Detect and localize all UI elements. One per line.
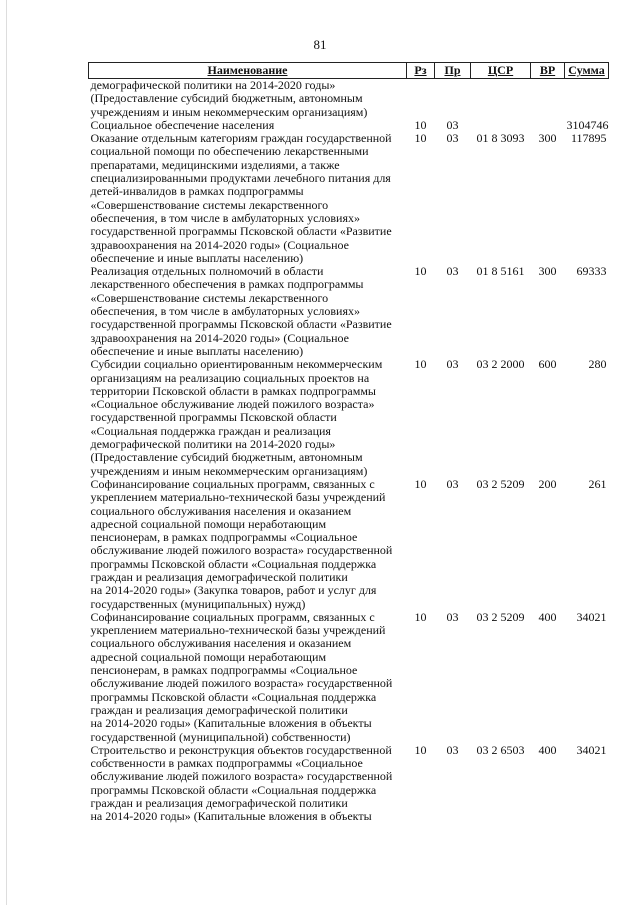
row-csr: 03 2 5209 <box>476 609 525 624</box>
row-vr <box>531 79 565 119</box>
row-csr <box>471 79 531 119</box>
row-sum: 117895 <box>570 131 607 146</box>
row-rz: 10 <box>414 357 427 372</box>
row-vr: 400 <box>538 742 557 757</box>
row-vr: 300 <box>538 264 557 279</box>
col-header-csr: ЦСР <box>471 63 531 79</box>
col-header-rz: Рз <box>407 63 435 79</box>
row-name: Реализация отдельных полномочий в области лекарственного обеспечения в рамках подпрограммы «Совершенствование системы лекарственного обеспечения, в том числе в амбулаторных условиях» государственной программы Псковской области «Развитие здравоохранения на 2014-2020 годы» (Социальное обеспечение и иные выплаты населению) <box>90 264 392 358</box>
row-vr: 200 <box>538 476 557 491</box>
row-vr: 600 <box>538 357 557 372</box>
row-pr <box>435 79 471 119</box>
table-row <box>89 265 609 358</box>
row-pr: 03 <box>446 131 459 146</box>
row-pr: 03 <box>446 742 459 757</box>
col-header-sum: Сумма <box>565 63 609 79</box>
row-name: Социальное обеспечение населения <box>90 117 275 132</box>
row-name: Софинансирование социальных программ, связанных с укреплением материально-технической базы учреждений социального обслуживания населения и оказанием адресной социальной помощи неработающим пенсионерам, в рамках подпрограммы «Социальное обслуживание людей пожилого возраста» государственной программы Псковской области «Социальная поддержка граждан и реализация демографической политики на 2014-2020 годы» (Капитальные вложения в объекты государственной (муниципальной) собственности) <box>90 609 393 744</box>
row-vr: 400 <box>538 609 557 624</box>
table-row <box>89 744 609 824</box>
table-header-row <box>89 63 609 79</box>
table-row <box>89 79 609 119</box>
page-number: 81 <box>313 37 327 52</box>
row-csr: 01 8 3093 <box>476 131 525 146</box>
row-pr: 03 <box>446 357 459 372</box>
row-name: демографической политики на 2014-2020 годы» (Предоставление субсидий бюджетным, автономным учреждениям и иным некоммерческим организациям) <box>90 78 368 119</box>
row-rz: 10 <box>414 131 427 146</box>
table-row <box>89 119 609 132</box>
row-name: Субсидии социально ориентированным некоммерческим организациям на реализацию социальных проектов на территории Псковской области в рамках подпрограммы «Социальное обслуживание людей пожилого возраста» государственной программы Псковской области «Социальная поддержка граждан и реализация демографической политики на 2014-2020 годы» (Предоставление субсидий бюджетным, автономным учреждениям и иным некоммерческим организациям) <box>90 357 383 478</box>
row-csr: 03 2 5209 <box>476 476 525 491</box>
row-vr <box>531 119 565 132</box>
row-csr: 03 2 2000 <box>476 357 525 372</box>
row-csr: 01 8 5161 <box>476 264 525 279</box>
row-sum <box>565 79 609 119</box>
table-row <box>89 611 609 744</box>
table-row <box>89 132 609 265</box>
row-rz <box>407 79 435 119</box>
row-sum: 261 <box>588 476 607 491</box>
row-rz: 10 <box>414 264 427 279</box>
table-row <box>89 358 609 478</box>
row-rz: 10 <box>414 476 427 491</box>
row-pr: 03 <box>446 609 459 624</box>
row-rz: 10 <box>414 117 427 132</box>
row-sum: 34021 <box>576 609 607 624</box>
row-sum: 280 <box>588 357 607 372</box>
col-header-name: Наименование <box>89 63 407 79</box>
row-rz: 10 <box>414 609 427 624</box>
row-pr: 03 <box>446 476 459 491</box>
col-header-vr: ВР <box>531 63 565 79</box>
row-csr <box>471 119 531 132</box>
budget-table <box>88 62 609 824</box>
row-sum: 34021 <box>576 742 607 757</box>
row-name: Строительство и реконструкция объектов государственной собственности в рамках подпрограммы «Социальное обслуживание людей пожилого возраста» государственной программы Псковской области «Социальная поддержка граждан и реализация демографической политики на 2014-2020 годы» (Капитальные вложения в объекты <box>90 742 393 824</box>
row-csr: 03 2 6503 <box>476 742 525 757</box>
scan-edge <box>6 0 7 905</box>
table-row <box>89 478 609 611</box>
row-sum: 3104746 <box>566 117 609 132</box>
row-vr: 300 <box>538 131 557 146</box>
row-pr: 03 <box>446 264 459 279</box>
row-rz: 10 <box>414 742 427 757</box>
row-name: Софинансирование социальных программ, связанных с укреплением материально-технической базы учреждений социального обслуживания населения и оказанием адресной социальной помощи неработающим пенсионерам, в рамках подпрограммы «Социальное обслуживание людей пожилого возраста» государственной программы Псковской области «Социальная поддержка граждан и реализация демографической политики на 2014-2020 годы» (Закупка товаров, работ и услуг для государственных (муниципальных) нужд) <box>90 476 393 611</box>
row-pr: 03 <box>446 117 459 132</box>
row-name: Оказание отдельным категориям граждан государственной социальной помощи по обеспечению лекарственными препаратами, медицинскими изделиями, а также специализированными продуктами лечебного питания для детей-инвалидов в рамках подпрограммы «Совершенствование системы лекарственного обеспечения, в том числе в амбулаторных условиях» государственной программы Псковской области «Развитие здравоохранения на 2014-2020 годы» (Социальное обеспечение и иные выплаты населению) <box>90 131 392 265</box>
col-header-pr: Пр <box>435 63 471 79</box>
row-sum: 69333 <box>576 264 607 279</box>
